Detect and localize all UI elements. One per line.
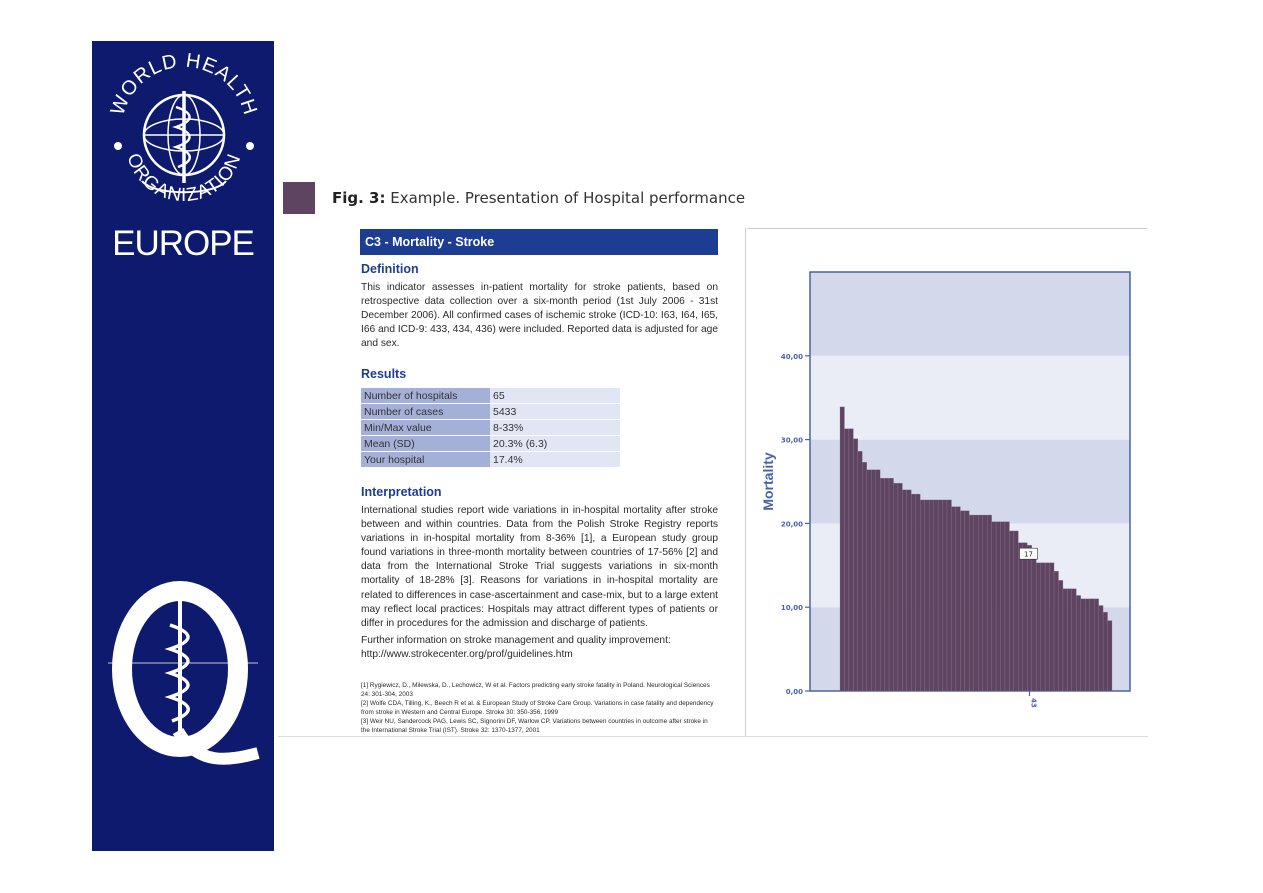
result-label: Number of cases [361, 404, 490, 419]
table-row [361, 404, 620, 419]
bar [853, 439, 857, 691]
bar [916, 494, 920, 691]
bar [1032, 553, 1036, 691]
bar [1009, 531, 1013, 691]
bar [902, 490, 906, 691]
caption-marker [283, 182, 315, 214]
result-value: 65 [490, 388, 620, 403]
result-label: Number of hospitals [361, 388, 490, 403]
reference-item: [2] Wolfe CDA, Tilling, K., Beech R et al. & European Study of Stroke Care Group. Variations in case fatality and dependency from stroke in Western and Central Europe. Stroke 30: 350-356, 1999 [361, 700, 714, 716]
bar [1005, 522, 1009, 691]
bar [925, 500, 929, 691]
bar [996, 522, 1000, 691]
quality-q-logo [108, 581, 268, 781]
bar [1058, 580, 1062, 691]
definition-heading: Definition [361, 262, 419, 276]
bar [1099, 606, 1103, 691]
result-value: 5433 [490, 404, 620, 419]
bar [992, 522, 996, 691]
bar [1054, 571, 1058, 691]
svg-text:WORLD HEALTH: WORLD HEALTH [106, 51, 262, 119]
figure-caption [332, 189, 745, 207]
bar [983, 515, 987, 691]
reference-item: [1] Rygiewicz, D., Milewska, D., Lechowicz, W et al. Factors predicting early stroke fatality in Poland. Neurological Sciences 24: 301-304, 2003 [361, 682, 710, 698]
bar [1076, 595, 1080, 691]
bar [1001, 522, 1005, 691]
chart-band [810, 356, 1130, 440]
table-row [361, 420, 620, 435]
bar [1090, 599, 1094, 691]
bar [885, 478, 889, 691]
panel-top-line [747, 228, 1147, 229]
who-emblem-logo [104, 51, 264, 241]
svg-text:ORGANIZATION: ORGANIZATION [122, 150, 246, 207]
panel-divider [745, 228, 746, 736]
results-table [361, 387, 620, 468]
bar [1050, 563, 1054, 691]
reference-item: [3] Weir NU, Sandercock PAG, Lewis SC, Signorini DF, Warlow CP. Variations between countries in outcome after stroke in the International Stroke Trial (IST). Stroke 32: 1370-1377, 2001 [361, 718, 708, 734]
bar [960, 511, 964, 691]
region-label: EUROPE [112, 224, 254, 263]
bar [1072, 589, 1076, 691]
bar [1036, 563, 1040, 691]
bar [1045, 563, 1049, 691]
bar [894, 483, 898, 691]
bar [1018, 543, 1022, 691]
table-row [361, 436, 620, 451]
references [361, 681, 718, 735]
mortality-bar-chart [750, 260, 1150, 730]
bar [1108, 621, 1112, 691]
bar [943, 500, 947, 691]
result-label: Your hospital [361, 452, 490, 467]
bar [947, 500, 951, 691]
bar [858, 451, 862, 691]
bar [934, 500, 938, 691]
bar [956, 507, 960, 691]
y-tick-label: 30,00 [780, 436, 803, 445]
interpretation-text: International studies report wide variations in in-hospital mortality after stroke between and within countries. Data from the Polish Stroke Registry reports variations in in-hospital mortality from 8-36% [1], a European study group found variations in three-month mortality between countries of 17-56% [2] and data from the International Stroke Trial suggests variations in six-month mortality of 18-28% [3]. Reasons for variations in in-hospital mortality are related to differences in case-ascertainment and case-mix, but to a large extent may reflect local practices: Hospitals may attract different types of patients or differ in procedures for the admission and discharge of patients. [361, 505, 718, 629]
bar [1103, 612, 1107, 691]
y-axis-label: Mortality [760, 452, 776, 511]
who-sidebar [92, 41, 274, 851]
bar [862, 462, 866, 691]
bar [965, 511, 969, 691]
result-value: 17.4% [490, 452, 620, 467]
bar [871, 470, 875, 691]
bar [938, 500, 942, 691]
bar [1063, 589, 1067, 691]
bar [840, 407, 844, 691]
indicator-header: C3 - Mortality - Stroke [360, 229, 718, 255]
bar [889, 478, 893, 691]
bar [1067, 589, 1071, 691]
result-value: 20.3% (6.3) [490, 436, 620, 451]
caption-text: Example. Presentation of Hospital performance [385, 189, 746, 207]
table-row [361, 388, 620, 403]
bar [880, 478, 884, 691]
definition-text: This indicator assesses in-patient mortality for stroke patients, based on retrospective data collection over a six-month period (1st July 2006 - 31st December 2006). All confirmed cases of ischemic stroke (ICD-10: I63, I64, I65, I66 and ICD-9: 433, 434, 436) were included. Reported data is adjusted for age and sex. [361, 282, 718, 350]
interpretation-heading: Interpretation [361, 485, 442, 499]
bar [969, 515, 973, 691]
bar [1094, 599, 1098, 691]
result-label: Mean (SD) [361, 436, 490, 451]
bar [929, 500, 933, 691]
y-tick-label: 20,00 [780, 520, 803, 529]
caption-label: Fig. 3: [332, 189, 386, 207]
y-tick-label: 10,00 [780, 604, 803, 613]
bar [987, 515, 991, 691]
bar [951, 507, 955, 691]
bar [1081, 599, 1085, 691]
highlight-label: 17 [1024, 550, 1033, 559]
bar [1041, 563, 1045, 691]
bar [978, 515, 982, 691]
bar [911, 494, 915, 691]
bar [1027, 545, 1031, 691]
chart-band [810, 272, 1130, 356]
result-label: Min/Max value [361, 420, 490, 435]
bar [867, 470, 871, 691]
bar [849, 429, 853, 691]
results-heading: Results [361, 367, 407, 381]
further-info-text: Further information on stroke management and quality improvement: http://www.strokecenter.org/prof/guidelines.htm [361, 635, 671, 661]
y-tick-label: 0,00 [785, 688, 803, 696]
bar [844, 429, 848, 691]
bar [898, 483, 902, 691]
y-tick-label: 40,00 [780, 352, 803, 361]
bar [974, 515, 978, 691]
bar [920, 500, 924, 691]
bar [876, 470, 880, 691]
x-tick-label: 43 [1029, 698, 1038, 708]
table-row [361, 452, 620, 467]
bar [907, 490, 911, 691]
bar [1023, 543, 1027, 691]
result-value: 8-33% [490, 420, 620, 435]
bar [1085, 599, 1089, 691]
bar [1014, 531, 1018, 691]
